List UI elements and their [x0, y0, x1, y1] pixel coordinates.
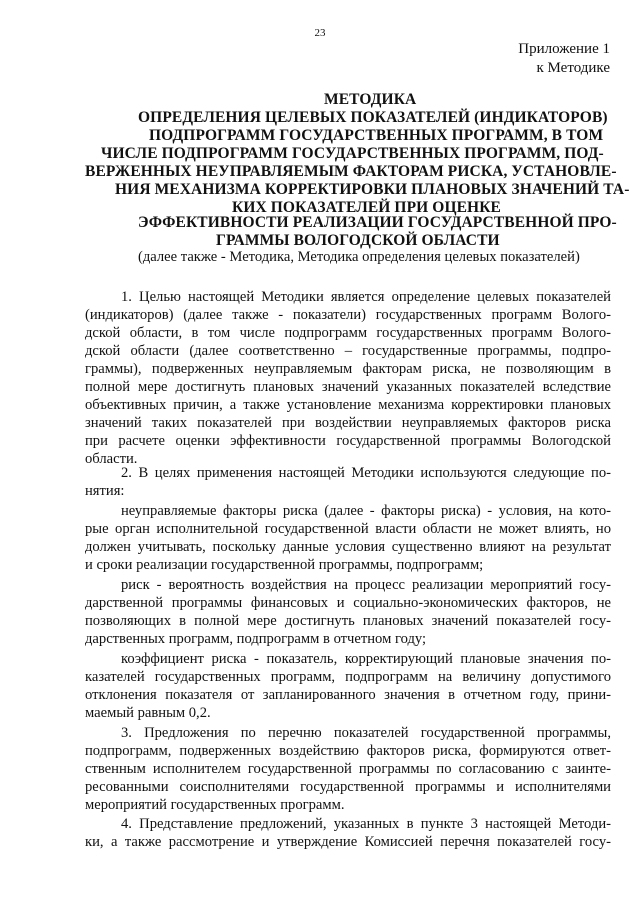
title-line: МЕТОДИКА	[324, 91, 417, 108]
paragraph-line: ки, а также рассмотрение и утверждение Комиссией перечня показателей госу-	[85, 834, 611, 850]
paragraph-line: ственным исполнителем государственной программы по согласованию с заинте-	[85, 761, 611, 777]
paragraph-line: объективных причин, а также установление механизма корректировки плановых	[85, 397, 611, 413]
paragraph-line: 1. Целью настоящей Методики является определение целевых показателей	[121, 289, 611, 305]
document-subtitle: (далее также - Методика, Методика определения целевых показателей)	[138, 249, 580, 265]
paragraph-line: казателей государственных программ, подпрограмм на величину допустимого	[85, 669, 611, 685]
title-line: ЭФФЕКТИВНОСТИ РЕАЛИЗАЦИИ ГОСУДАРСТВЕННОЙ ПРО-	[138, 214, 617, 231]
paragraph-line: дарственных программ, подпрограмм в отчетном году;	[85, 631, 427, 647]
title-line: КИХ ПОКАЗАТЕЛЕЙ ПРИ ОЦЕНКЕ	[232, 199, 501, 216]
paragraph-line: нятия:	[85, 483, 125, 499]
appendix-line-2: к Методике	[536, 60, 610, 76]
paragraph-line: рые орган исполнительной государственной власти области не может влиять, но	[85, 521, 611, 537]
paragraph-line: позволяющих в полной мере достигнуть плановых значений показателей госу-	[85, 613, 611, 629]
paragraph-line: дарственной программы финансовых и социально-экономических факторов, не	[85, 595, 611, 611]
title-line: ГРАММЫ ВОЛОГОДСКОЙ ОБЛАСТИ	[216, 232, 500, 249]
paragraph-line: мероприятий государственных программ.	[85, 797, 345, 813]
paragraph-line: риск - вероятность воздействия на процесс реализации мероприятий госу-	[121, 577, 611, 593]
title-line: ПОДПРОГРАММ ГОСУДАРСТВЕННЫХ ПРОГРАММ, В ТОМ	[149, 127, 604, 144]
paragraph-line: области.	[85, 451, 138, 467]
appendix-line-1: Приложение 1	[518, 41, 610, 57]
paragraph-line: значений таких показателей при воздействии неуправляемых факторов риска	[85, 415, 611, 431]
paragraph-line: должен учитывать, поскольку данные условия существенно влияют на результат	[85, 539, 611, 555]
paragraph-line: подпрограмм, подверженных воздействию факторов риска, формируются ответ-	[85, 743, 611, 759]
paragraph-line: и сроки реализации государственной программы, подпрограмм;	[85, 557, 484, 573]
title-line: НИЯ МЕХАНИЗМА КОРРЕКТИРОВКИ ПЛАНОВЫХ ЗНАЧЕНИЙ ТА-	[115, 181, 630, 198]
paragraph-line: полной мере достигнуть плановых значений указанных показателей вследствие	[85, 379, 611, 395]
paragraph-line: дской области (далее соответственно – государственные программы, подпро-	[85, 343, 611, 359]
title-line: ЧИСЛЕ ПОДПРОГРАММ ГОСУДАРСТВЕННЫХ ПРОГРАММ, ПОД-	[101, 145, 604, 162]
paragraph-line: неуправляемые факторы риска (далее - факторы риска) - условия, на кото-	[121, 503, 611, 519]
paragraph-line: коэффициент риска - показатель, корректирующий плановые значения по-	[121, 651, 611, 667]
paragraph-line: маемый равным 0,2.	[85, 705, 211, 721]
paragraph-line: 4. Представление предложений, указанных в пункте 3 настоящей Методи-	[121, 816, 611, 832]
paragraph-line: 3. Предложения по перечню показателей государственной программы,	[121, 725, 611, 741]
paragraph-line: дской области, в том числе подпрограмм государственных программ Волого-	[85, 325, 611, 341]
paragraph-line: (индикаторов) (далее также - показатели) государственных программ Волого-	[85, 307, 611, 323]
paragraph-line: 2. В целях применения настоящей Методики используются следующие по-	[121, 465, 611, 481]
paragraph-line: ресованными соисполнителями государственной программы и исполнителями	[85, 779, 611, 795]
paragraph-line: граммы), подверженных неуправляемым факторам риска, не позволяющим в	[85, 361, 611, 377]
title-line: ОПРЕДЕЛЕНИЯ ЦЕЛЕВЫХ ПОКАЗАТЕЛЕЙ (ИНДИКАТОРОВ)	[138, 109, 608, 126]
paragraph-line: при расчете оценки эффективности государственной программы Вологодской	[85, 433, 611, 449]
paragraph-line: отклонения показателя от запланированного значения в отчетном году, прини-	[85, 687, 611, 703]
page-number: 23	[314, 27, 326, 39]
title-line: ВЕРЖЕННЫХ НЕУПРАВЛЯЕМЫМ ФАКТОРАМ РИСКА, УСТАНОВЛЕ-	[85, 163, 617, 180]
